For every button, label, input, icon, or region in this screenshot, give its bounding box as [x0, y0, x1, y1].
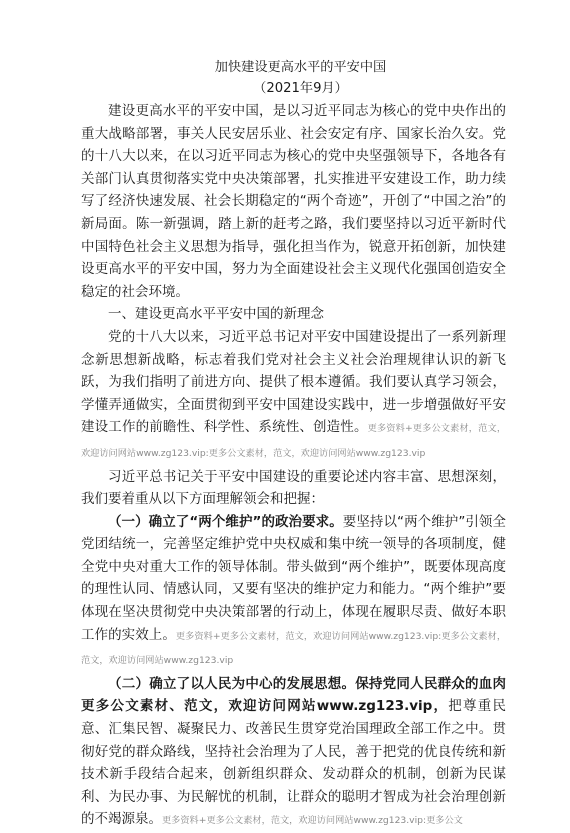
intro-paragraph: 建设更高水平的平安中国，是以习近平同志为核心的党中央作出的重大战略部署，事关人民安居乐业、社会安定有序、国家长治久安。党的十八大以来，在以习近平同志为核心的党中央坚强领导下，各地各有关部门认真贯彻落实党中央决策部署，扎实推进平安建设工作，助力续写了经济快速发展、社会长期稳定的“两个奇迹”，开创了“中国之治”的新局面。陈一新强调，踏上新的赶考之路，我们要坚持以习近平新时代中国特色社会主义思想为指导，强化担当作为，锐意开拓创新，加快建设更高水平的平安中国，努力为全面建设社会主义现代化强国创造安全稳定的社会环境。: [81, 103, 506, 300]
paragraph-new-ideas: [81, 326, 506, 466]
watermark-text: 更多资料+更多公文素材，范文，欢迎访问网站www.zg123.vip:更多公文素材，范文，欢迎访问网站www.zg123.vip: [81, 423, 507, 459]
document-title: 加快建设更高水平的平安中国: [214, 60, 387, 75]
paragraph-understanding: 习近平总书记关于平安中国建设的重要论述内容丰富、思想深刻，我们要着重从以下方面理解领会和把握：: [81, 468, 506, 508]
watermark-text: 更多资料+更多公文素材，范文，欢迎访问网站www.zg123.vip:更多公文素材，范文，欢迎访问网站www.zg123.vip: [81, 630, 507, 667]
list-item-political-requirement: [81, 511, 506, 673]
document-date: （2021年9月）: [253, 81, 348, 96]
item-heading: （二）确立了以人民为中心的发展思想。: [108, 675, 356, 692]
item-text: 把尊重民意、汇集民智、凝聚民力、改善民生贯穿党治国理政全部工作之中。贯彻好党的群众路线，坚持社会治理为了人民，善于把党的优良传统和新技术新手段结合起来，创新组织群众、发动群众的机制，创新为民谋利、为民办事、为民解忧的机制，让群众的聪明才智成为社会治理创新的不竭源泉。: [81, 698, 506, 828]
watermark-text: 更多资料+更多公文素材，范文，欢迎访问网站www.zg123.vip:更多公文: [162, 815, 463, 827]
list-item-people-centered: [81, 673, 506, 833]
section-heading-1: 一、建设更高水平平安中国的新理念: [108, 306, 324, 323]
item-heading-continued: 保持党同人民群众的血肉更多公文素材、范文，欢迎访问网站www.zg123.vip，: [81, 675, 507, 715]
paragraph-text: 党的十八大以来，习近平总书记对平安中国建设提出了一系列新理念新思想新战略，标志着我们党对社会主义社会治理规律认识的新飞跃，为我们指明了前进方向、提供了根本遵循。我们要认真学习领会，学懂弄通做实，全面贯彻到平安中国建设实践中，进一步增强做好平安建设工作的前瞻性、科学性、系统性、创造性。: [81, 328, 506, 436]
item-heading: （一）确立了“两个维护”的政治要求。: [108, 513, 343, 530]
item-text: 要坚持以“两个维护”引领全党团结统一，完善坚定维护党中央权威和集中统一领导的各项制度，健全党中央对重大工作的领导体制。带头做到“两个维护”，既要体现高度的理性认同、情感认同，又要有坚决的维护定力和能力。“两个维护”要体现在坚决贯彻党中央决策部署的行动上，体现在履职尽责、做好本职工作的实效上。: [81, 513, 506, 643]
